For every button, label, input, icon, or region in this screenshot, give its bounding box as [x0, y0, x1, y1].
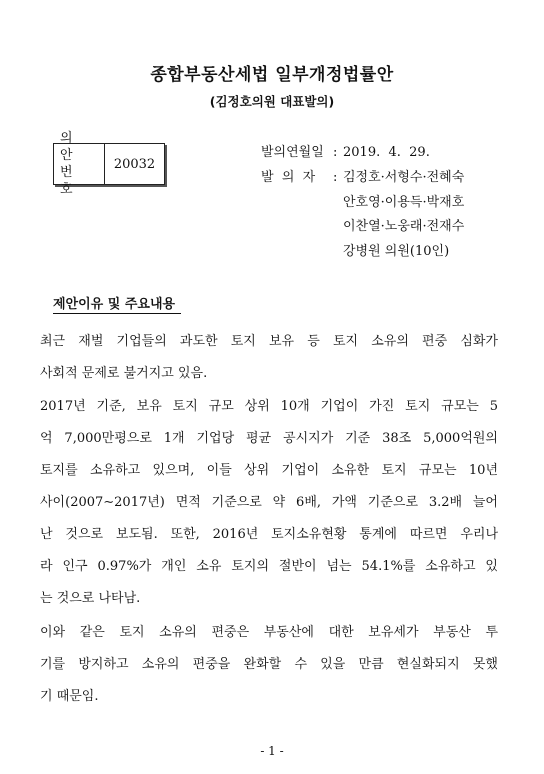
- paragraph-line: 억 7,000만평으로 1개 기업당 평균 공시지가 기준 38조 5,000억원의: [40, 431, 498, 446]
- proposer-line: 강병원 의원(10인): [343, 244, 450, 259]
- paragraph-line: 사회적 문제로 불거지고 있음.: [40, 366, 208, 381]
- paragraph-line: 최근 재벌 기업들의 과도한 토지 보유 등 토지 소유의 편중 심화가: [40, 334, 498, 349]
- paragraph-line: 기를 방지하고 소유의 편중을 완화할 수 있을 만큼 현실화되지 못했: [40, 657, 498, 672]
- page-number: - 1 -: [260, 744, 284, 758]
- date-value: 2019. 4. 29.: [343, 145, 430, 160]
- paragraph-line: 는 것으로 나타남.: [40, 591, 141, 606]
- document-title: 종합부동산세법 일부개정법률안: [150, 65, 394, 85]
- proposer-colon: :: [333, 170, 338, 185]
- date-label: 발의연월일: [261, 145, 324, 160]
- paragraph-3: [40, 617, 498, 713]
- paragraph-line: 기 때문임.: [40, 689, 99, 704]
- paragraph-line: 난 것으로 보도됨. 또한, 2016년 토지소유현황 통계에 따르면 우리나: [40, 527, 498, 542]
- paragraph-1: [40, 326, 498, 390]
- bill-number-label: [54, 131, 105, 197]
- document-subtitle: (김정호의원 대표발의): [209, 94, 335, 109]
- section-heading: 제안이유 및 주요내용: [53, 293, 181, 314]
- proposer-label: 발 의 자: [261, 170, 316, 185]
- bill-label-line1: 의 안: [60, 131, 79, 163]
- paragraph-line: 라 인구 0.97%가 개인 소유 토지의 절반이 넘는 54.1%를 소유하고 있: [40, 559, 498, 574]
- bill-label-line2: 번 호: [60, 165, 79, 197]
- paragraph-line: 토지를 소유하고 있으며, 이들 상위 기업이 소유한 토지 규모는 10년: [40, 463, 498, 478]
- paragraph-line: 이와 같은 토지 소유의 편중은 부동산에 대한 보유세가 부동산 투: [40, 625, 498, 640]
- paragraph-line: 2017년 기준, 보유 토지 규모 상위 10개 기업이 가진 토지 규모는 5: [40, 399, 498, 414]
- bill-number-value: 20032: [113, 156, 156, 172]
- paragraph-2: [40, 391, 498, 615]
- bill-number-box: [53, 131, 165, 197]
- paragraph-line: 사이(2007∼2017년) 면적 기준으로 약 6배, 가액 기준으로 3.2배 늘어: [40, 495, 498, 510]
- date-colon: :: [333, 145, 338, 160]
- proposer-line: 안호영·이용득·박재호: [343, 195, 465, 210]
- proposer-line: 이찬열·노웅래·전재수: [343, 219, 465, 234]
- proposer-line: 김정호·서형수·전혜숙: [343, 170, 465, 185]
